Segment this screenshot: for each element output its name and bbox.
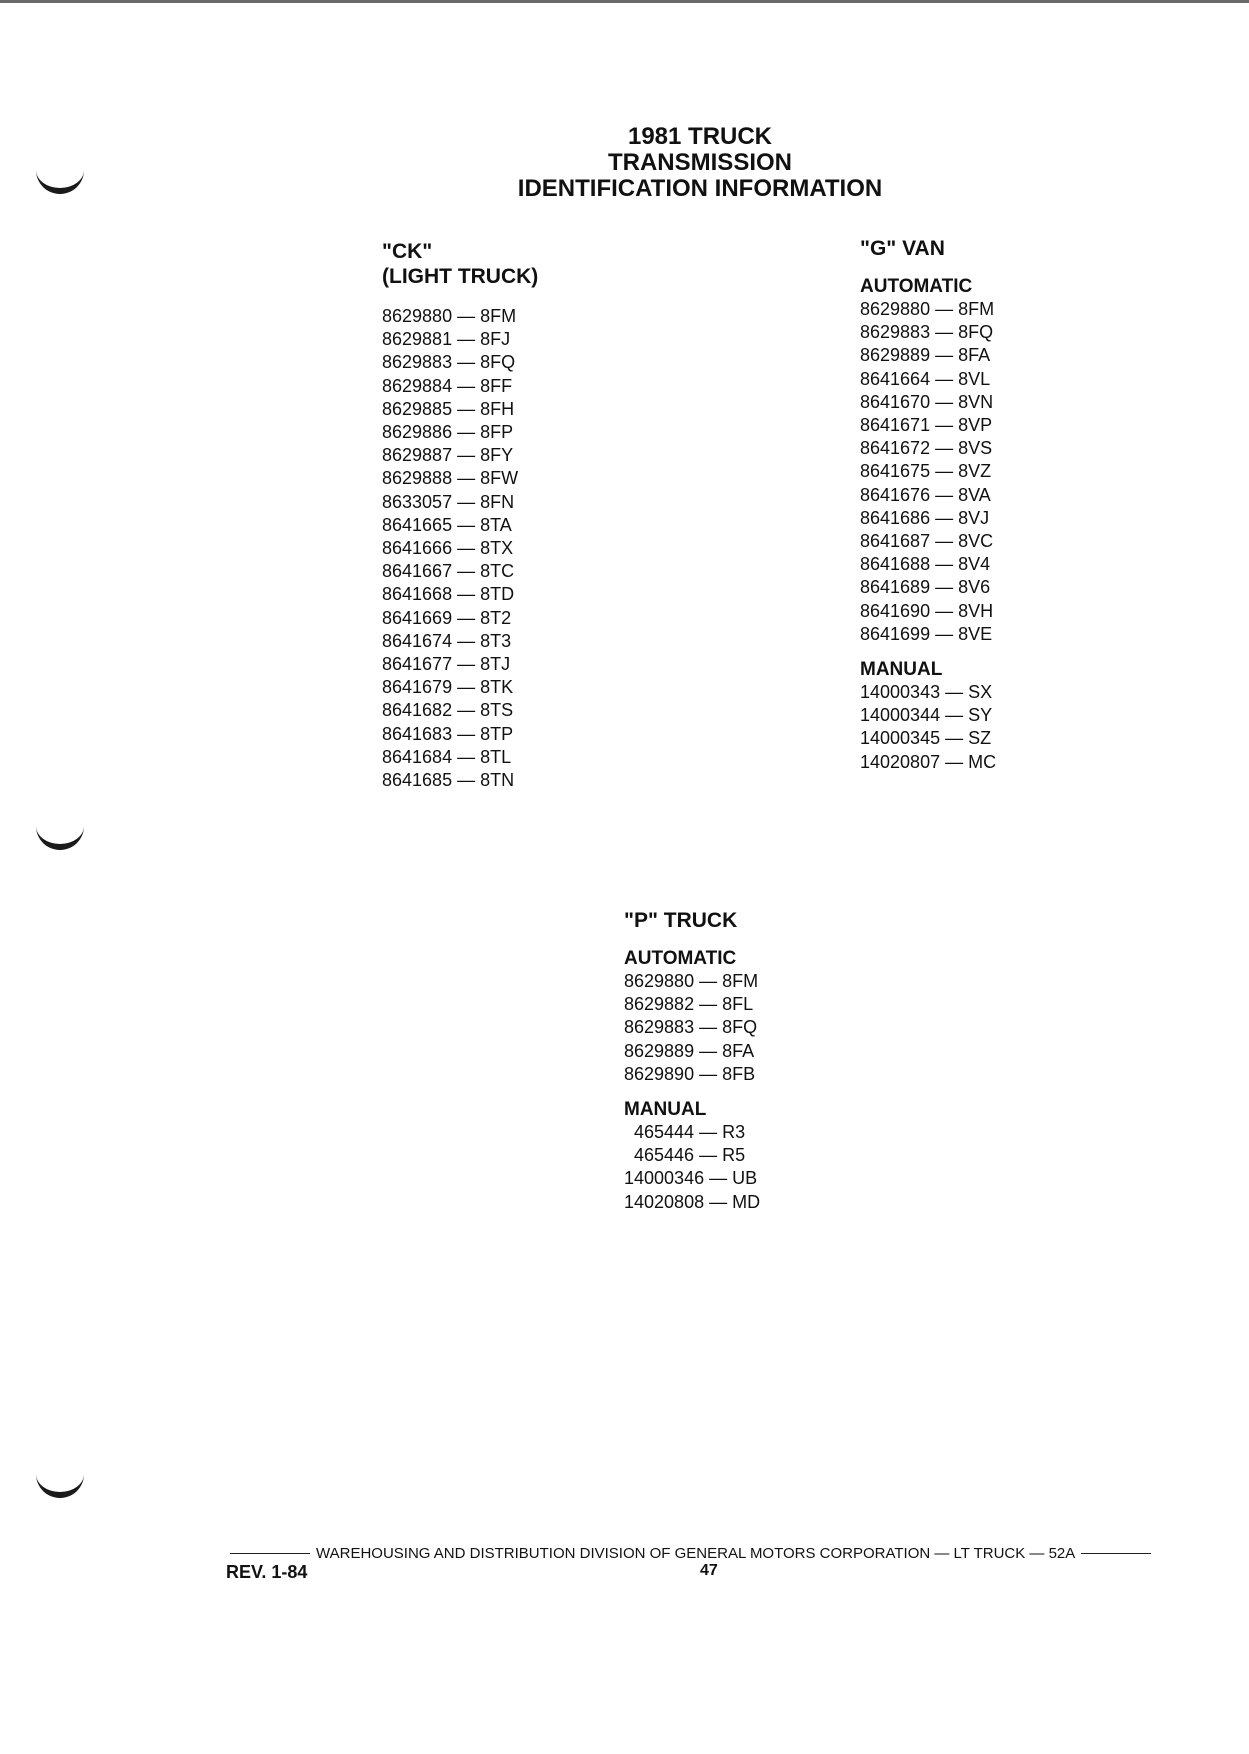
gvan-manual-list <box>860 681 996 774</box>
page-number: 47 <box>700 1562 718 1579</box>
list-item: 465446 — R5 <box>634 1145 746 1166</box>
list-item: 8629882 — 8FL <box>624 994 754 1015</box>
ptruck-section <box>624 908 760 1214</box>
list-item: 8629890 — 8FB <box>624 1063 756 1084</box>
list-item: 8641686 — 8VJ <box>860 507 990 528</box>
list-item: 8641665 — 8TA <box>382 514 512 535</box>
list-item: 8641687 — 8VC <box>860 531 994 552</box>
list-item: 8629880 — 8FM <box>382 306 517 326</box>
list-item: 8629880 — 8FM <box>860 299 995 319</box>
list-item: 8641685 — 8TN <box>382 770 515 791</box>
footer-division-text: WAREHOUSING AND DISTRIBUTION DIVISION OF GENERAL MOTORS CORPORATION — LT TRUCK — 52A <box>316 1545 1076 1562</box>
list-item: 14000346 — UB <box>624 1168 758 1189</box>
ptruck-automatic-list <box>624 970 760 1086</box>
list-item: 8641666 — 8TX <box>382 538 514 559</box>
gvan-automatic-list <box>860 298 996 646</box>
list-item: 8641664 — 8VL <box>860 368 991 389</box>
list-item: 14020808 — MD <box>624 1191 761 1212</box>
page-top-edge <box>0 0 1249 3</box>
list-item: 8629886 — 8FP <box>382 422 514 443</box>
list-item: 8629881 — 8FJ <box>382 329 511 350</box>
list-item: 8641674 — 8T3 <box>382 630 512 651</box>
list-item: 8629889 — 8FA <box>624 1040 755 1061</box>
footer-rule-right <box>1081 1553 1151 1555</box>
list-item: 8641688 — 8V4 <box>860 554 991 575</box>
list-item: 8633057 — 8FN <box>382 491 515 512</box>
list-item: 14000344 — SY <box>860 705 993 726</box>
ck-subheading: (LIGHT TRUCK) <box>382 265 539 288</box>
list-item: 8641690 — 8VH <box>860 600 994 621</box>
list-item: 8629885 — 8FH <box>382 398 515 419</box>
list-item: 8641668 — 8TD <box>382 584 515 605</box>
title-line: IDENTIFICATION INFORMATION <box>517 175 883 202</box>
ck-section <box>382 239 538 792</box>
gvan-section <box>860 236 996 774</box>
list-item: 8641672 — 8VS <box>860 438 993 459</box>
ptruck-heading: "P" TRUCK <box>624 909 738 932</box>
list-item: 8641689 — 8V6 <box>860 577 991 598</box>
gvan-automatic-label: AUTOMATIC <box>860 276 973 297</box>
list-item: 8641699 — 8VE <box>860 623 993 644</box>
title-line: 1981 TRUCK <box>627 123 773 150</box>
binder-hole-mark <box>36 822 84 850</box>
gvan-manual-label: MANUAL <box>860 659 943 681</box>
list-item: 465444 — R3 <box>634 1122 746 1143</box>
ptruck-manual-list <box>624 1121 760 1214</box>
list-item: 8629884 — 8FF <box>382 375 513 396</box>
ptruck-automatic-label: AUTOMATIC <box>624 948 737 969</box>
list-item: 14020807 — MC <box>860 751 997 772</box>
list-item: 8641667 — 8TC <box>382 561 515 582</box>
title-line: TRANSMISSION <box>607 149 792 176</box>
list-item: 8641684 — 8TL <box>382 746 512 767</box>
list-item: 8641670 — 8VN <box>860 391 994 412</box>
page-title <box>420 124 980 202</box>
list-item: 8629889 — 8FA <box>860 345 991 366</box>
footer-rule-left <box>230 1553 310 1555</box>
list-item: 8641671 — 8VP <box>860 415 993 436</box>
list-item: 8641675 — 8VZ <box>860 461 992 482</box>
list-item: 8629880 — 8FM <box>624 971 759 991</box>
list-item: 8629888 — 8FW <box>382 468 519 489</box>
list-item: 8641683 — 8TP <box>382 723 514 744</box>
list-item: 8641676 — 8VA <box>860 484 991 505</box>
list-item: 8629883 — 8FQ <box>860 322 994 343</box>
ck-list <box>382 305 538 792</box>
binder-hole-mark <box>36 1470 84 1498</box>
binder-hole-mark <box>36 166 84 194</box>
list-item: 8641682 — 8TS <box>382 700 514 721</box>
list-item: 14000345 — SZ <box>860 728 992 749</box>
list-item: 8629883 — 8FQ <box>382 352 516 373</box>
list-item: 8641679 — 8TK <box>382 677 514 698</box>
ck-heading: "CK" <box>382 240 433 263</box>
revision-label: REV. 1-84 <box>226 1562 308 1582</box>
list-item: 8629883 — 8FQ <box>624 1017 758 1038</box>
ptruck-manual-label: MANUAL <box>624 1099 707 1121</box>
footer-division-line <box>230 1545 1205 1562</box>
gvan-heading: "G" VAN <box>860 237 945 260</box>
list-item: 14000343 — SX <box>860 682 993 703</box>
list-item: 8629887 — 8FY <box>382 445 514 466</box>
list-item: 8641669 — 8T2 <box>382 607 512 628</box>
list-item: 8641677 — 8TJ <box>382 654 511 675</box>
